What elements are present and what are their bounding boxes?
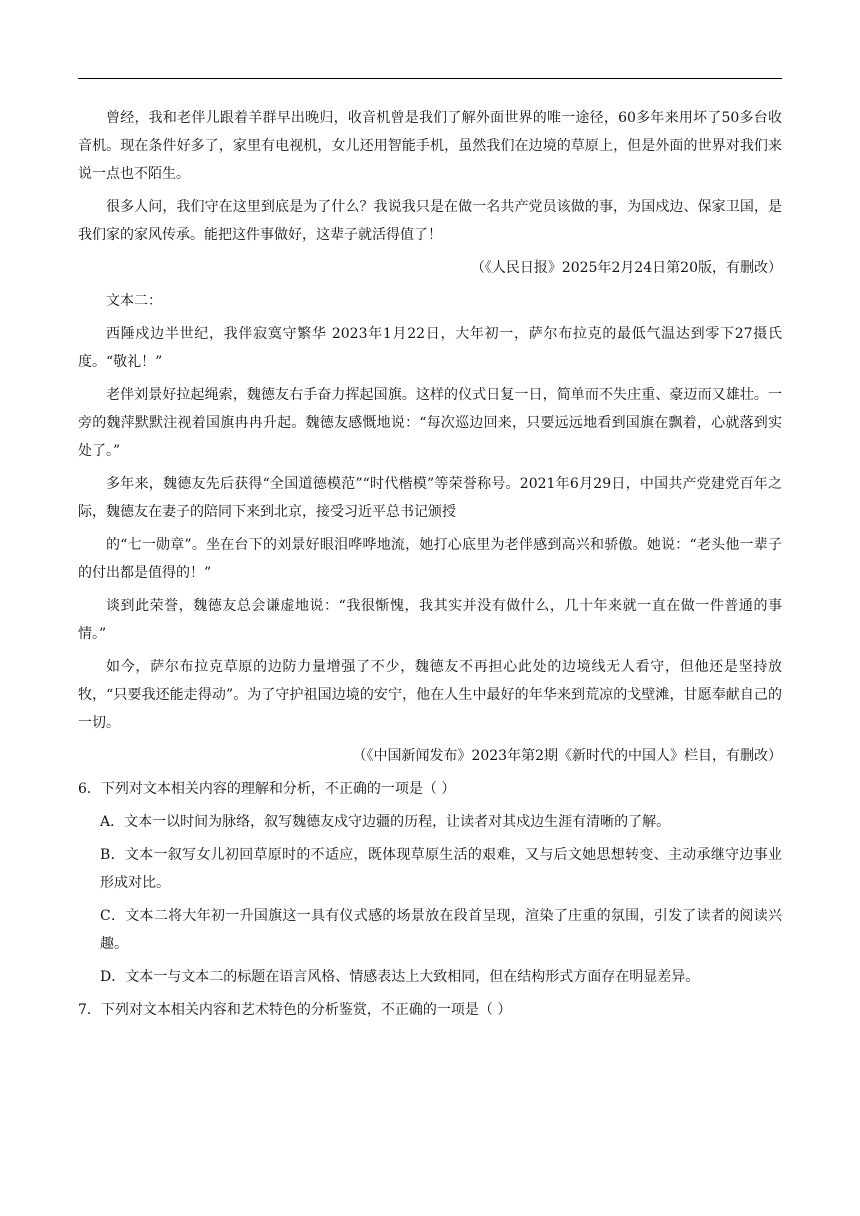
text-two-paragraph: 谈到此荣誉，魏德友总会谦虚地说：“我很惭愧，我其实并没有做什么，几十年来就一直在做一件普通的事情。” xyxy=(78,598,782,642)
question-6-option-c: C．文本二将大年初一升国旗这一具有仪式感的场景放在段首呈现，渲染了庄重的氛围，引发了读者的阅读兴趣。 xyxy=(100,908,782,952)
text-two-paragraph: 老伴刘景好拉起绳索，魏德友右手奋力挥起国旗。这样的仪式日复一日，简单而不失庄重、豪迈而又雄壮。一旁的魏萍默默注视着国旗冉冉升起。魏德友感慨地说：“每次巡边回来，只要远远地看到国旗在飘着，心就落到实处了。” xyxy=(78,387,782,459)
question-6-option-a: A．文本一以时间为脉络，叙写魏德友戍守边疆的历程，让读者对其戍边生涯有清晰的了解。 xyxy=(100,814,671,830)
question-6-option-b: B．文本一叙写女儿初回草原时的不适应，既体现草原生活的艰难，又与后文她思想转变、主动承继守边事业形成对比。 xyxy=(100,847,782,891)
text-one-paragraph: 很多人问，我们守在这里到底是为了什么？我说我只是在做一名共产党员该做的事，为国戍边、保家卫国，是我们家的家风传承。能把这件事做好，这辈子就活得值了！ xyxy=(78,199,782,243)
text-one-source: （《人民日报》2025年2月24日第20版，有删改） xyxy=(470,260,782,276)
text-two-paragraph: 的“七一勋章”。坐在台下的刘景好眼泪哗哗地流，她打心底里为老伴感到高兴和骄傲。她说：“老头他一辈子的付出都是值得的！” xyxy=(78,537,782,581)
text-two-paragraph: 多年来，魏德友先后获得“全国道德模范”“时代楷模”等荣誉称号。2021年6月29日，中国共产党建党百年之际，魏德友在妻子的陪同下来到北京，接受习近平总书记颁授 xyxy=(78,476,782,520)
question-6-stem: 6．下列对文本相关内容的理解和分析，不正确的一项是（ ） xyxy=(78,781,456,797)
question-6-option-d: D．文本一与文本二的标题在语言风格、情感表达上大致相同，但在结构形式方面存在明显差异。 xyxy=(100,969,700,985)
text-one-paragraph: 曾经，我和老伴儿跟着羊群早出晚归，收音机曾是我们了解外面世界的唯一途径，60多年来用坏了50多台收音机。现在条件好多了，家里有电视机，女儿还用智能手机，虽然我们在边境的草原上，但是外面的世界对我们来说一点也不陌生。 xyxy=(78,110,782,182)
document-page xyxy=(78,104,782,1029)
text-two-heading: 文本二： xyxy=(106,293,162,309)
header-rule xyxy=(78,78,782,79)
text-two-source: （《中国新闻发布》2023年第2期《新时代的中国人》栏目，有删改） xyxy=(352,748,782,764)
text-two-paragraph: 如今，萨尔布拉克草原的边防力量增强了不少，魏德友不再担心此处的边境线无人看守，但他还是坚持放牧，“只要我还能走得动”。为了守护祖国边境的安宁，他在人生中最好的年华来到荒凉的戈壁滩，甘愿奉献自己的一切。 xyxy=(78,659,782,731)
question-7-stem: 7．下列对文本相关内容和艺术特色的分析鉴赏，不正确的一项是（ ） xyxy=(78,1002,512,1018)
text-two-paragraph: 西陲戍边半世纪，我伴寂寞守繁华 2023年1月22日，大年初一，萨尔布拉克的最低气温达到零下27摄氏度。“敬礼！” xyxy=(78,326,782,370)
